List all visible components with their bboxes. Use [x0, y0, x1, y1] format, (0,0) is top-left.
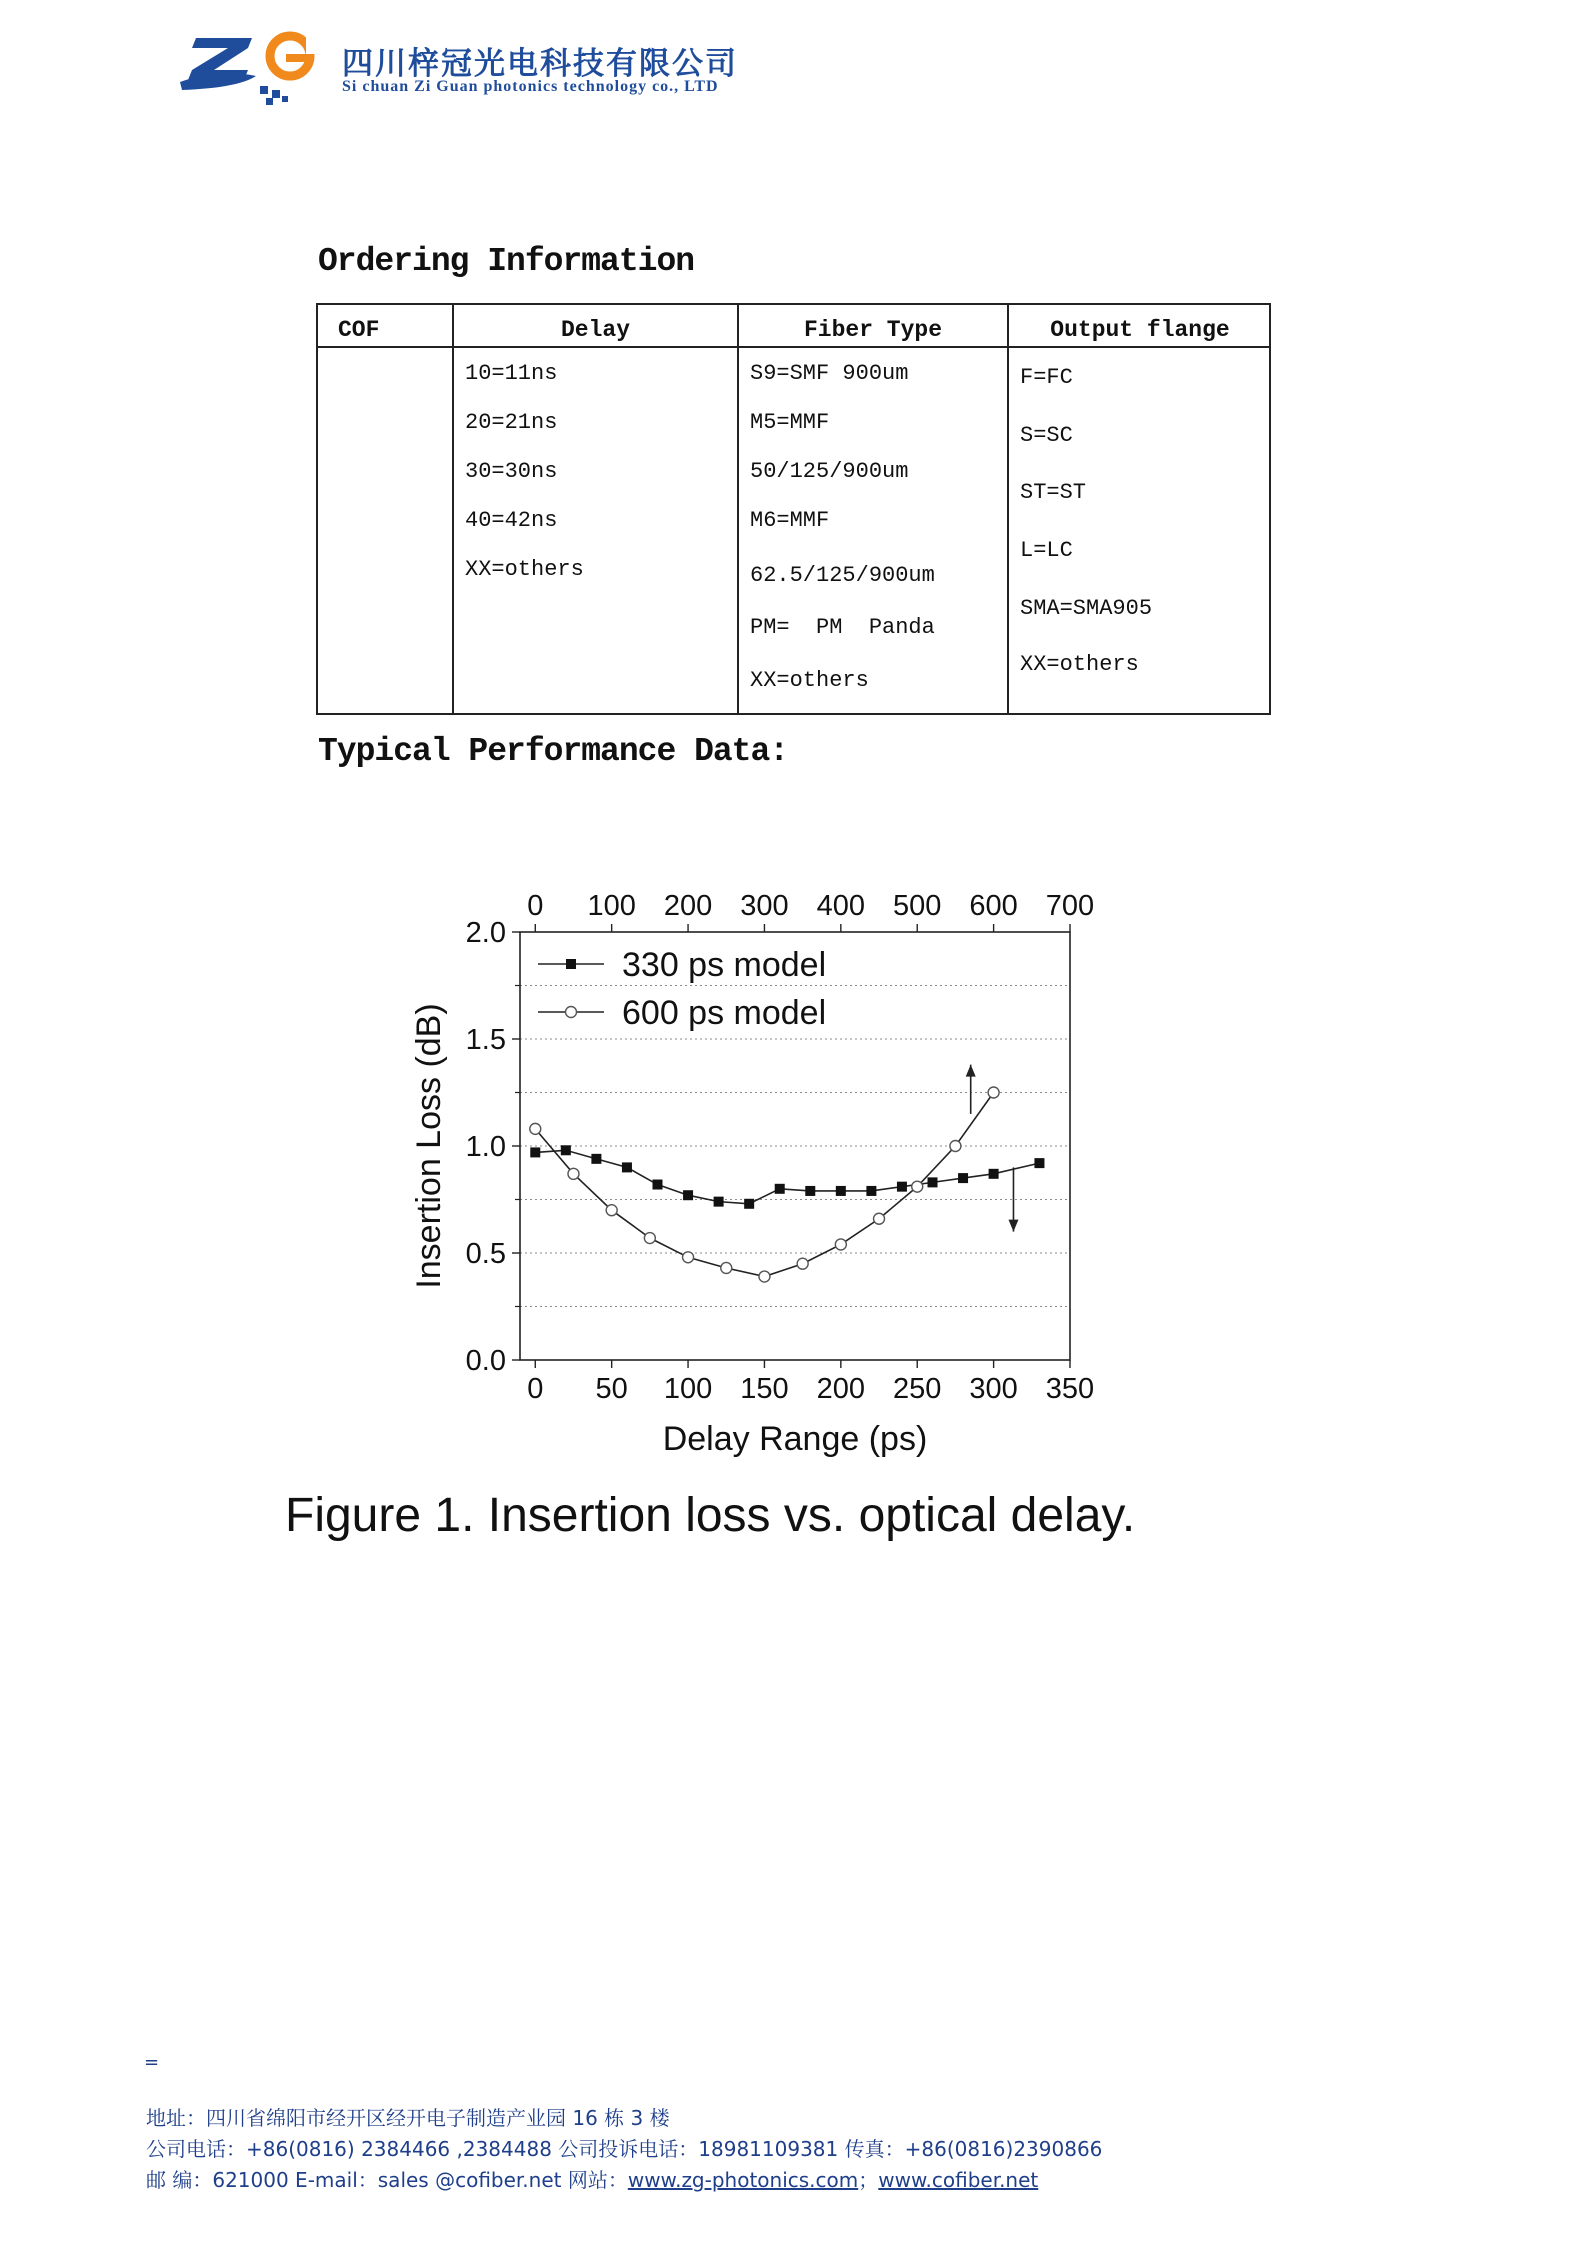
data-point-square: [1034, 1158, 1044, 1168]
data-point-circle: [530, 1123, 541, 1134]
column-header: COF: [318, 305, 452, 348]
table-cell: XX=others: [750, 668, 869, 693]
ordering-title: Ordering Information: [318, 243, 695, 280]
table-cell: PM= PM Panda: [750, 615, 935, 640]
data-point-circle: [874, 1213, 885, 1224]
top-tick-label: 500: [893, 890, 942, 922]
top-tick-label: 200: [663, 890, 713, 922]
top-tick-label: 700: [1045, 890, 1095, 922]
footer-separator: ；: [858, 2168, 879, 2192]
y-tick-label: 0.5: [465, 1238, 506, 1270]
company-logo: [178, 30, 328, 106]
legend-marker-square: [566, 959, 576, 969]
table-cell: L=LC: [1020, 538, 1073, 563]
website-link-cofiber[interactable]: www.cofiber.net: [878, 2168, 1039, 2192]
top-tick-label: 0: [527, 890, 544, 922]
ordering-table: [316, 303, 1271, 715]
table-cell: M5=MMF: [750, 410, 830, 435]
top-tick-label: 100: [587, 890, 636, 922]
footer-phone: 公司电话：+86(0816) 2384466 ,2384488 公司投诉电话：18981109381 传真：+86(0816)2390866: [146, 2137, 1103, 2161]
top-tick-label: 300: [740, 890, 789, 922]
table-cell: 50/125/900um: [750, 459, 909, 484]
data-point-circle: [721, 1262, 732, 1273]
footer-post-email: 邮 编：621000 E-mail：sales @cofiber.net 网站：: [146, 2168, 628, 2192]
column-delay: [454, 305, 739, 713]
footer-address: 地址：四川省绵阳市经开区经开电子制造产业园 16 栋 3 楼: [146, 2106, 670, 2130]
performance-title: Typical Performance Data:: [318, 733, 789, 770]
logo-pixel: [272, 90, 280, 98]
data-point-circle: [950, 1141, 961, 1152]
legend-label: 600 ps model: [622, 994, 827, 1032]
top-tick-label: 600: [969, 890, 1018, 922]
table-cell: S9=SMF 900um: [750, 361, 909, 386]
table-cell: SMA=SMA905: [1020, 596, 1153, 621]
legend-marker-circle: [566, 1007, 577, 1018]
data-point-square: [561, 1145, 571, 1155]
y-tick-label: 0.0: [465, 1345, 506, 1377]
y-tick-label: 1.0: [465, 1131, 506, 1163]
data-point-square: [530, 1147, 540, 1157]
y-tick-label: 1.5: [465, 1024, 506, 1056]
column-cof: [318, 305, 454, 713]
column-header: Fiber Type: [739, 305, 1007, 348]
table-cell: S=SC: [1020, 423, 1073, 448]
data-point-square: [653, 1180, 663, 1190]
logo-pixel: [282, 96, 288, 102]
data-point-circle: [759, 1271, 770, 1282]
logo-pixel: [266, 98, 273, 105]
column-fiber-type: [739, 305, 1009, 713]
column-header: Delay: [454, 305, 737, 348]
series-line-2: [535, 1093, 993, 1277]
top-tick-label: 400: [816, 890, 866, 922]
table-cell: XX=others: [465, 557, 584, 582]
data-point-square: [622, 1162, 632, 1172]
column-output-flange: [1009, 305, 1271, 713]
x-axis-label: Delay Range (ps): [662, 1420, 928, 1458]
x-tick-label: 200: [816, 1373, 866, 1405]
table-cell: 40=42ns: [465, 508, 558, 533]
x-tick-label: 100: [663, 1373, 713, 1405]
footer-mark: =: [144, 2052, 160, 2073]
data-point-square: [866, 1186, 876, 1196]
data-point-circle: [988, 1087, 999, 1098]
x-tick-label: 350: [1045, 1373, 1095, 1405]
insertion-loss-chart: [380, 870, 1140, 1480]
table-cell: 20=21ns: [465, 410, 558, 435]
logo-letter-z: [188, 38, 252, 80]
table-cell: F=FC: [1020, 365, 1073, 390]
data-point-square: [897, 1182, 907, 1192]
y-tick-label: 2.0: [465, 917, 506, 949]
data-point-circle: [568, 1168, 579, 1179]
figure-caption: Figure 1. Insertion loss vs. optical delay.: [285, 1489, 1136, 1542]
table-cell: 10=11ns: [465, 361, 558, 386]
footer-contact: [146, 2164, 1038, 2193]
company-name-en: Si chuan Zi Guan photonics technology co., LTD: [342, 78, 719, 95]
legend-label: 330 ps model: [622, 946, 827, 984]
y-axis-label: Insertion Loss (dB): [410, 1003, 448, 1289]
x-tick-label: 50: [595, 1373, 628, 1405]
data-point-square: [805, 1186, 815, 1196]
arrow-down-icon: [1008, 1220, 1018, 1232]
data-point-circle: [797, 1258, 808, 1269]
data-point-circle: [683, 1252, 694, 1263]
data-point-square: [591, 1154, 601, 1164]
column-header: Output flange: [1009, 305, 1271, 348]
data-point-circle: [644, 1233, 655, 1244]
logo-pixel: [260, 86, 268, 94]
data-point-square: [714, 1197, 724, 1207]
table-cell: ST=ST: [1020, 480, 1087, 505]
x-tick-label: 150: [740, 1373, 789, 1405]
table-cell: 62.5/125/900um: [750, 563, 935, 588]
company-name-cn: 四川梓冠光电科技有限公司: [342, 46, 738, 82]
data-point-square: [958, 1173, 968, 1183]
arrow-up-icon: [966, 1065, 976, 1077]
data-point-square: [928, 1177, 938, 1187]
logo-letter-g-bar: [286, 54, 312, 62]
data-point-square: [836, 1186, 846, 1196]
x-tick-label: 0: [527, 1373, 544, 1405]
data-point-circle: [835, 1239, 846, 1250]
data-point-circle: [606, 1205, 617, 1216]
data-point-square: [683, 1190, 693, 1200]
table-cell: XX=others: [1020, 652, 1139, 677]
data-point-circle: [912, 1181, 923, 1192]
table-cell: 30=30ns: [465, 459, 558, 484]
data-point-square: [775, 1184, 785, 1194]
x-tick-label: 250: [893, 1373, 942, 1405]
website-link-zg-photonics[interactable]: www.zg-photonics.com: [627, 2168, 859, 2192]
x-tick-label: 300: [969, 1373, 1018, 1405]
table-cell: M6=MMF: [750, 508, 830, 533]
data-point-square: [744, 1199, 754, 1209]
data-point-square: [989, 1169, 999, 1179]
